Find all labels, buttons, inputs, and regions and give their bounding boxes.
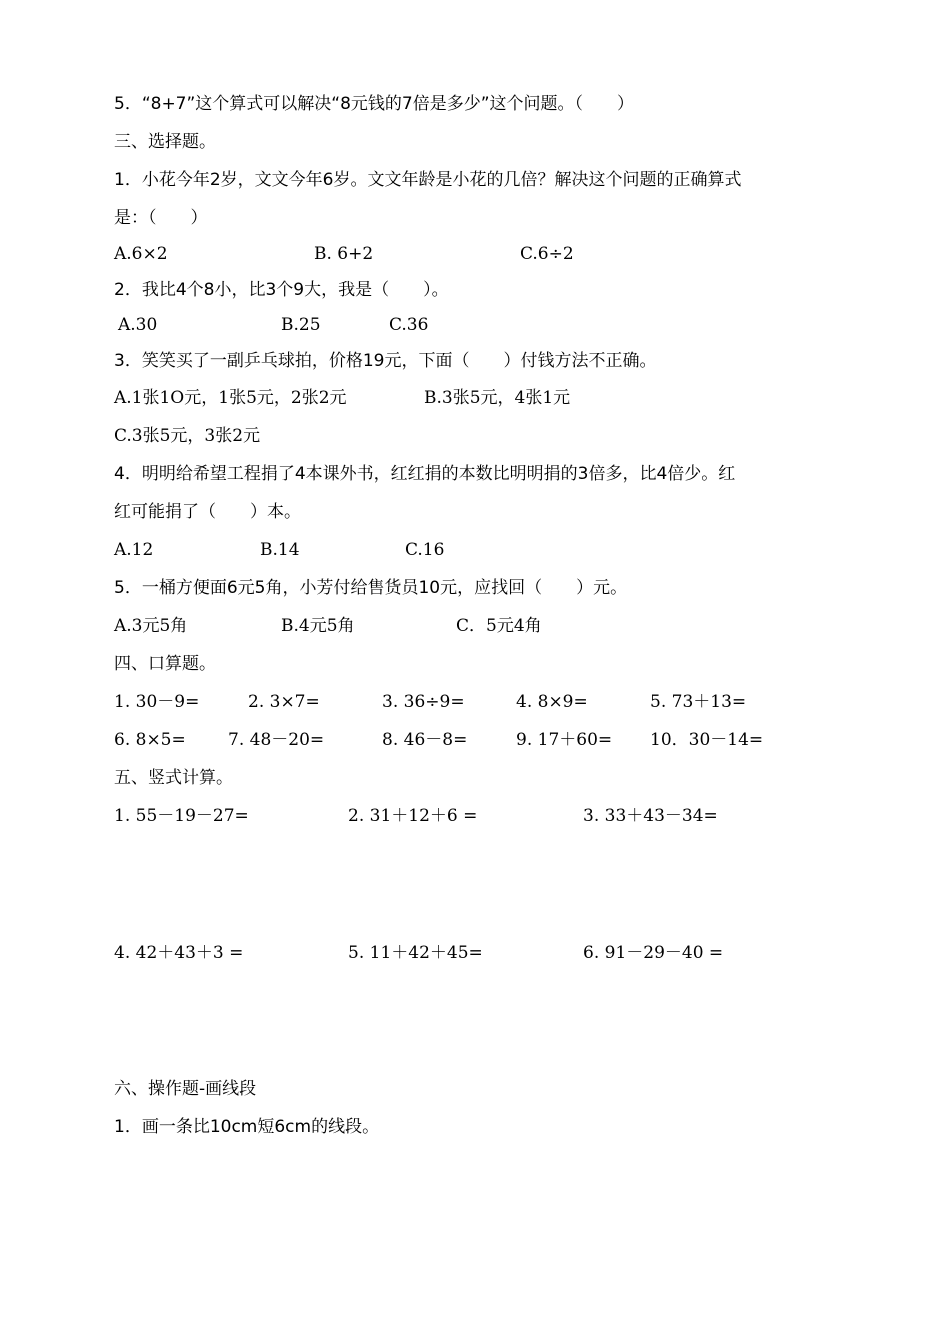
oral-item-6: 6. 8×5= xyxy=(114,730,186,750)
oral-item-4: 4. 8×9= xyxy=(516,692,588,712)
vertical-item-2: 2. 31＋12＋6 = xyxy=(348,806,478,826)
oral-item-7: 7. 48－20= xyxy=(228,730,325,750)
choice-5-option-a: A.3元5角 xyxy=(114,616,188,636)
vertical-item-4: 4. 42＋43＋3 = xyxy=(114,943,244,963)
oral-item-8: 8. 46－8= xyxy=(382,730,468,750)
section-title-oral: 四、口算题。 xyxy=(114,654,216,674)
choice-4-option-a: A.12 xyxy=(114,540,154,560)
oral-item-2: 2. 3×7= xyxy=(248,692,320,712)
choice-question-4-line1: 4．明明给希望工程捐了4本课外书，红红捐的本数比明明捐的3倍多，比4倍少。红 xyxy=(114,464,736,484)
choice-question-1-line2: 是：（ ） xyxy=(114,208,208,228)
vertical-item-6: 6. 91－29－40 = xyxy=(583,943,724,963)
choice-question-2: 2．我比4个8小，比3个9大，我是（ ）。 xyxy=(114,280,449,300)
vertical-item-3: 3. 33＋43－34= xyxy=(583,806,718,826)
choice-question-1-line1: 1．小花今年2岁，文文今年6岁。文文年龄是小花的几倍？解决这个问题的正确算式 xyxy=(114,170,742,190)
truefalse-question-5: 5．“8+7”这个算式可以解决“8元钱的7倍是多少”这个问题。（ ） xyxy=(114,94,635,114)
oral-item-1: 1. 30－9= xyxy=(114,692,200,712)
choice-5-option-b: B.4元5角 xyxy=(281,616,355,636)
choice-3-option-c: C.3张5元，3张2元 xyxy=(114,426,261,446)
choice-5-option-c: C．5元4角 xyxy=(456,616,542,636)
choice-question-5: 5．一桶方便面6元5角，小芳付给售货员10元，应找回（ ）元。 xyxy=(114,578,628,598)
choice-question-4-line2: 红可能捐了（ ）本。 xyxy=(114,502,301,522)
choice-question-3: 3．笑笑买了一副乒乓球拍，价格19元，下面（ ）付钱方法不正确。 xyxy=(114,351,657,371)
choice-1-option-c: C.6÷2 xyxy=(520,244,574,264)
choice-3-option-a: A.1张1O元，1张5元，2张2元 xyxy=(114,388,347,408)
choice-2-option-c: C.36 xyxy=(389,315,429,335)
choice-2-option-a: A.30 xyxy=(118,315,158,335)
choice-2-option-b: B.25 xyxy=(281,315,321,335)
oral-item-9: 9. 17＋60= xyxy=(516,730,613,750)
oral-item-10: 10．30－14= xyxy=(650,730,764,750)
choice-4-option-c: C.16 xyxy=(405,540,445,560)
section-title-vertical: 五、竖式计算。 xyxy=(114,768,233,788)
section-title-operation: 六、操作题-画线段 xyxy=(114,1079,257,1099)
choice-1-option-b: B. 6+2 xyxy=(314,244,374,264)
operation-question-1: 1．画一条比10cm短6cm的线段。 xyxy=(114,1117,380,1137)
choice-1-option-a: A.6×2 xyxy=(114,244,168,264)
oral-item-5: 5. 73＋13= xyxy=(650,692,747,712)
section-title-choice: 三、选择题。 xyxy=(114,132,216,152)
vertical-item-1: 1. 55－19－27= xyxy=(114,806,249,826)
vertical-item-5: 5. 11＋42＋45= xyxy=(348,943,483,963)
choice-4-option-b: B.14 xyxy=(260,540,300,560)
choice-3-option-b: B.3张5元，4张1元 xyxy=(424,388,571,408)
oral-item-3: 3. 36÷9= xyxy=(382,692,465,712)
